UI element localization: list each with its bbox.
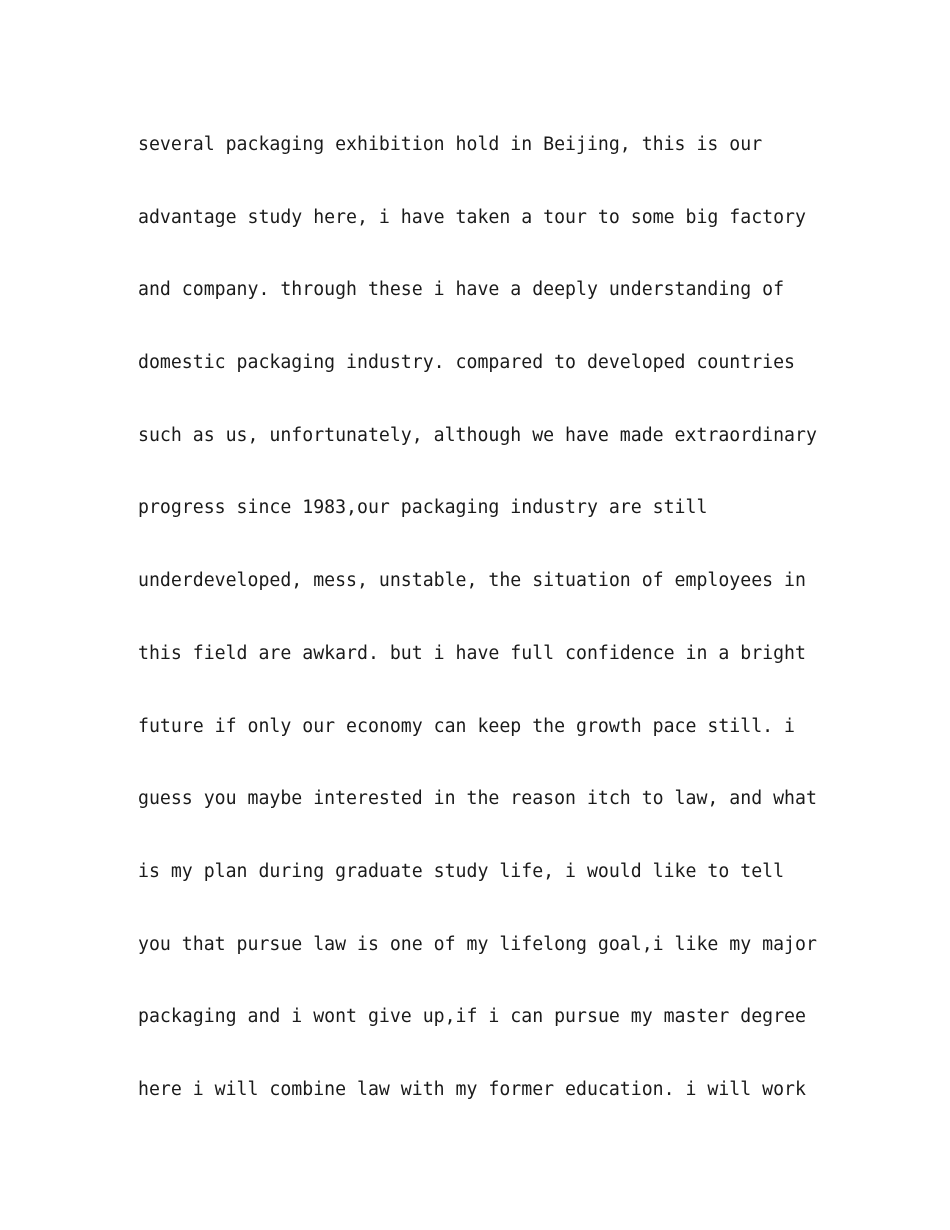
text-line: and company. through these i have a deeply understanding of: [138, 279, 785, 301]
text-line: future if only our economy can keep the growth pace still. i: [138, 715, 795, 737]
text-line: packaging and i wont give up,if i can pursue my master degree: [138, 1006, 806, 1028]
text-line: domestic packaging industry. compared to developed countries: [138, 352, 795, 374]
text-line: advantage study here, i have taken a tour to some big factory: [138, 206, 806, 228]
text-line: such as us, unfortunately, although we have made extraordinary: [138, 424, 817, 446]
body-text: [138, 128, 838, 1146]
text-line: this field are awkard. but i have full confidence in a bright: [138, 642, 806, 664]
text-line: underdeveloped, mess, unstable, the situation of employees in: [138, 570, 806, 592]
text-line: is my plan during graduate study life, i would like to tell: [138, 860, 785, 882]
text-line: several packaging exhibition hold in Beijing, this is our: [138, 134, 763, 155]
text-line: you that pursue law is one of my lifelong goal,i like my major: [138, 933, 817, 955]
text-line: progress since 1983,our packaging industry are still: [138, 497, 708, 519]
text-line: guess you maybe interested in the reason itch to law, and what: [138, 788, 817, 810]
text-line: here i will combine law with my former education. i will work: [138, 1078, 806, 1100]
